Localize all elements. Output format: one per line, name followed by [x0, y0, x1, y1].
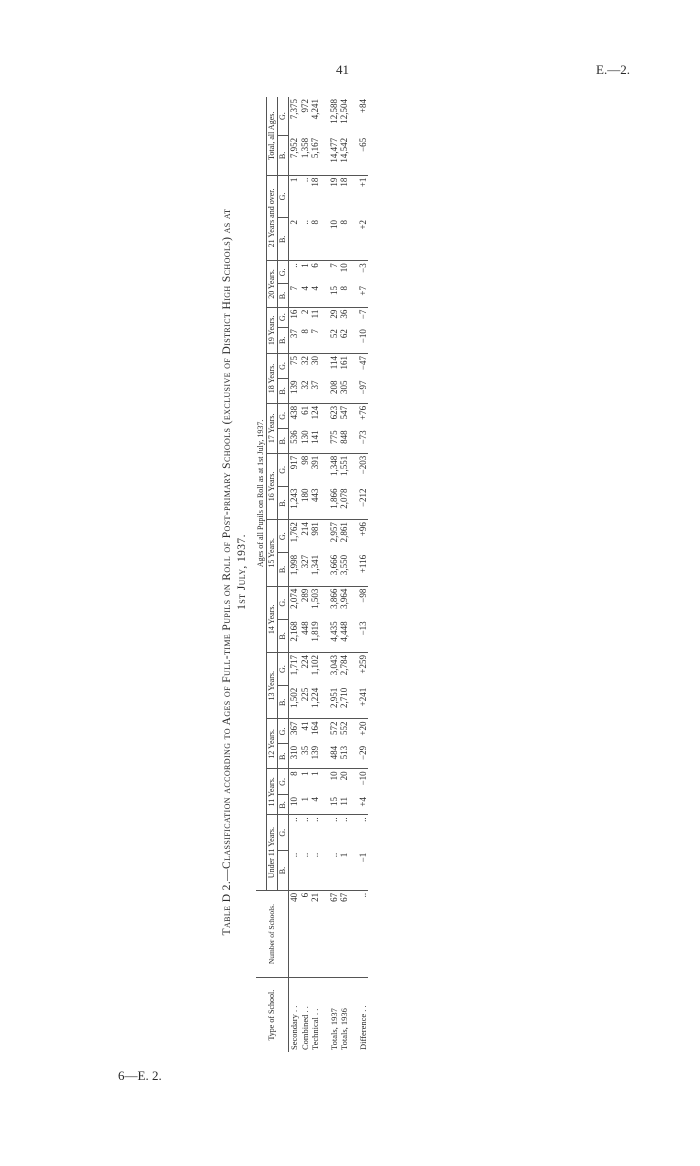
- table-cell: 448: [300, 619, 311, 652]
- table-cell: +84: [357, 99, 368, 114]
- table-cell: 2,710: [339, 686, 358, 719]
- table-cell: 1,551: [339, 455, 349, 476]
- table-cell: −203: [357, 455, 368, 475]
- table-cell: 12,504: [339, 99, 349, 124]
- table-cell: ..: [300, 851, 311, 891]
- age-group-header: 15 Years.: [267, 520, 278, 586]
- table-cell: −7: [357, 309, 368, 320]
- table-cell: 3,550: [339, 553, 358, 586]
- table-cell: 438: [289, 405, 299, 420]
- table-cell: 4: [300, 284, 311, 307]
- table-cell: 30: [310, 356, 320, 366]
- age-group-header: 13 Years.: [267, 653, 278, 719]
- table-cell: 32: [299, 356, 310, 366]
- table-cell: 141: [310, 428, 329, 453]
- table-cell: 1,998: [289, 553, 300, 586]
- table-cell: 20: [339, 771, 349, 781]
- girls-column-header: G.: [278, 261, 289, 284]
- table-cell: ..: [310, 817, 320, 822]
- table-cell: 124: [310, 405, 320, 420]
- school-count-cell: 67: [339, 890, 358, 978]
- table-cell: 4,448: [339, 619, 358, 652]
- table-cell: 32: [300, 378, 311, 403]
- table-cell: 327: [300, 553, 311, 586]
- table-cell: 552: [339, 721, 349, 735]
- table-cell: 1: [289, 177, 299, 183]
- table-cell: 15: [329, 795, 340, 815]
- age-group-header: Total, all Ages.: [267, 97, 278, 175]
- table-cell: 981: [310, 522, 320, 536]
- table-cell: 1: [299, 263, 310, 268]
- boys-column-header: B.: [278, 218, 289, 261]
- table-cell: 8: [300, 327, 311, 353]
- page-number: 41: [336, 62, 349, 77]
- table-cell: 15: [329, 284, 340, 307]
- girls-column-header: G.: [278, 175, 289, 218]
- table-cell: 114: [328, 356, 339, 370]
- table-cell: ..: [289, 851, 300, 891]
- table-cell: 1,224: [310, 686, 329, 719]
- age-group-header: 21 Years and over.: [267, 175, 278, 261]
- document-code: E.—2.: [596, 62, 630, 77]
- table-cell: 7,952: [289, 136, 300, 175]
- table-cell: 848: [339, 428, 358, 453]
- table-cell: 1,503: [310, 588, 320, 609]
- table-cell: 11: [339, 795, 358, 815]
- table-cell: +4: [358, 795, 369, 815]
- table-cell: 7: [310, 327, 329, 353]
- table-cell: 1,358: [300, 136, 311, 175]
- table-cell: 547: [339, 405, 349, 420]
- table-cell: +76: [357, 405, 368, 420]
- school-type-cell: Combined . .: [299, 1006, 310, 1050]
- table-cell: 62: [339, 327, 358, 353]
- table-cell: 3,043: [328, 655, 339, 676]
- table-cell: 1,341: [310, 553, 329, 586]
- table-cell: 61: [299, 405, 310, 415]
- table-cell: −29: [358, 744, 369, 769]
- girls-column-header: G.: [278, 403, 289, 428]
- table-cell: 52: [329, 327, 340, 353]
- table-cell: 35: [300, 744, 311, 769]
- table-cell: 1,866: [329, 486, 340, 519]
- table-cell: 164: [310, 721, 320, 735]
- table-cell: 1,502: [289, 686, 300, 719]
- girls-column-header: G.: [278, 815, 289, 851]
- table-cell: 139: [310, 744, 329, 769]
- boys-column-header: B.: [278, 136, 289, 175]
- table-cell: 3,666: [329, 553, 340, 586]
- ages-header: Ages of all Pupils on Roll as at 1st July, 1937.: [256, 97, 267, 890]
- school-count-cell: ..: [358, 890, 369, 978]
- table-cell: ..: [299, 817, 310, 822]
- boys-column-header: B.: [278, 619, 289, 652]
- table-cell: ..: [310, 851, 329, 891]
- table-cell: 572: [328, 721, 339, 735]
- table-row: [329, 97, 340, 1052]
- table-cell: 7,375: [289, 99, 299, 120]
- table-cell: 484: [329, 744, 340, 769]
- table-cell: 8: [339, 218, 358, 261]
- table-cell: 2,861: [339, 522, 349, 543]
- girls-column-header: G.: [278, 769, 289, 795]
- table-cell: 41: [299, 721, 310, 731]
- table-cell: −1: [358, 851, 369, 891]
- table-row: [358, 97, 369, 1052]
- table-cell: 305: [339, 378, 358, 403]
- table-row: [339, 97, 358, 1052]
- table-cell: 37: [310, 378, 329, 403]
- table-cell: +96: [357, 522, 368, 537]
- table-cell: 513: [339, 744, 358, 769]
- table-cell: 18: [339, 177, 349, 187]
- age-group-header: 17 Years.: [267, 403, 278, 453]
- table-cell: 130: [300, 428, 311, 453]
- footer-code: 6—E. 2.: [118, 1068, 162, 1083]
- table-cell: 1: [299, 771, 310, 776]
- table-title-line2: 1st July, 1937.: [236, 534, 248, 610]
- table-cell: 10: [289, 795, 300, 815]
- table-cell: −10: [357, 771, 368, 786]
- table-cell: −212: [358, 486, 369, 519]
- girls-column-header: G.: [278, 653, 289, 686]
- table-cell: 623: [328, 405, 339, 420]
- table-cell: 5,167: [310, 136, 329, 175]
- table-cell: ..: [329, 851, 340, 891]
- table-cell: 310: [289, 744, 300, 769]
- table-cell: ..: [289, 817, 299, 822]
- table-cell: 8: [310, 218, 329, 261]
- girls-column-header: G.: [278, 354, 289, 379]
- table-cell: 775: [329, 428, 340, 453]
- table-cell: 8: [289, 771, 299, 776]
- table-cell: 225: [300, 686, 311, 719]
- table-cell: ..: [299, 177, 310, 183]
- table-cell: +259: [357, 655, 368, 674]
- table-cell: 2,957: [328, 522, 339, 543]
- boys-column-header: B.: [278, 744, 289, 769]
- boys-column-header: B.: [278, 486, 289, 519]
- table-cell: ..: [289, 263, 299, 268]
- table-cell: 139: [289, 378, 300, 403]
- age-group-header: 18 Years.: [267, 354, 278, 404]
- table-cell: 1,348: [328, 455, 339, 476]
- table-cell: −73: [358, 428, 369, 453]
- table-cell: 224: [299, 655, 310, 669]
- boys-column-header: B.: [278, 795, 289, 815]
- table-cell: 1,762: [289, 522, 299, 543]
- table-cell: 6: [310, 263, 320, 268]
- table-cell: 1,243: [289, 486, 300, 519]
- girls-column-header: G.: [278, 97, 289, 136]
- table-cell: −47: [357, 356, 368, 371]
- boys-column-header: B.: [278, 327, 289, 353]
- table-cell: 4,435: [329, 619, 340, 652]
- table-cell: 7: [328, 263, 339, 268]
- table-cell: ..: [328, 817, 339, 822]
- age-group-header: Under 11 Years.: [267, 815, 278, 891]
- table-cell: 289: [299, 588, 310, 603]
- table-cell: 16: [289, 309, 299, 319]
- table-cell: 2: [289, 218, 300, 261]
- boys-column-header: B.: [278, 378, 289, 403]
- table-cell: 1,819: [310, 619, 329, 652]
- type-header: Type of School.: [256, 978, 289, 1052]
- table-cell: 4: [310, 284, 329, 307]
- table-cell: 14,477: [329, 136, 340, 175]
- table-cell: 8: [339, 284, 358, 307]
- school-type-cell: Technical . .: [310, 1008, 320, 1050]
- table-cell: −98: [357, 588, 368, 603]
- girls-column-header: G.: [278, 520, 289, 553]
- table-cell: 2,078: [339, 486, 358, 519]
- table-cell: 10: [329, 218, 340, 261]
- age-group-header: 12 Years.: [267, 719, 278, 769]
- table-cell: 37: [289, 327, 300, 353]
- age-classification-table: [256, 97, 368, 1052]
- table-cell: 1: [339, 851, 358, 891]
- table-cell: 161: [339, 356, 349, 370]
- table-cell: 10: [328, 771, 339, 781]
- table-cell: 3,964: [339, 588, 349, 609]
- table-cell: 2,784: [339, 655, 349, 676]
- age-group-header: 14 Years.: [267, 586, 278, 652]
- table-cell: 75: [289, 356, 299, 366]
- girls-column-header: G.: [278, 586, 289, 619]
- table-cell: 36: [339, 309, 349, 319]
- age-group-header: 20 Years.: [267, 261, 278, 307]
- boys-column-header: B.: [278, 851, 289, 891]
- table-cell: −13: [358, 619, 369, 652]
- table-cell: 18: [310, 177, 320, 187]
- table-cell: +1: [357, 177, 368, 188]
- number-header: Number of Schools.: [256, 890, 289, 978]
- table-cell: 29: [328, 309, 339, 319]
- table-cell: 1,717: [289, 655, 299, 676]
- table-cell: 14,542: [339, 136, 358, 175]
- table-cell: 972: [299, 99, 310, 113]
- table-cell: 1,102: [310, 655, 320, 676]
- table-row: [310, 97, 329, 1052]
- table-cell: 4,241: [310, 99, 320, 120]
- table-cell: 2,168: [289, 619, 300, 652]
- table-cell: +7: [358, 284, 369, 307]
- table-cell: +2: [358, 218, 369, 261]
- table-cell: 536: [289, 428, 300, 453]
- table-cell: 12,588: [328, 99, 339, 124]
- girls-column-header: G.: [278, 307, 289, 327]
- table-cell: 367: [289, 721, 299, 735]
- table-cell: 2: [299, 309, 310, 315]
- table-cell: 10: [339, 263, 349, 273]
- boys-column-header: B.: [278, 428, 289, 453]
- table-row: [289, 97, 300, 1052]
- table-cell: 2,074: [289, 588, 299, 609]
- table-row: [300, 97, 311, 1052]
- table-cell: 208: [329, 378, 340, 403]
- table-cell: ..: [339, 817, 349, 822]
- table-cell: 19: [328, 177, 339, 187]
- table-cell: ..: [357, 817, 368, 822]
- table-cell: 214: [299, 522, 310, 536]
- boys-column-header: B.: [278, 686, 289, 719]
- table-cell: 1: [310, 771, 320, 776]
- table-cell: −65: [358, 136, 369, 175]
- age-group-header: 11 Years.: [267, 769, 278, 815]
- school-type-cell: Secondary . .: [289, 1005, 299, 1050]
- boys-column-header: B.: [278, 284, 289, 307]
- table-cell: −97: [358, 378, 369, 403]
- table-cell: 11: [310, 309, 320, 319]
- table-cell: 180: [300, 486, 311, 519]
- school-count-cell: 21: [310, 890, 329, 978]
- table-cell: 917: [289, 455, 299, 470]
- table-title: [220, 92, 250, 1052]
- table-cell: +241: [358, 686, 369, 719]
- school-type-cell: Totals, 1937: [328, 1008, 339, 1050]
- table-title-line1: Table D 2.—Classification according to Ages of Full-time Pupils on Roll of Post-primary Schools (exclusive of District High Schools) as at: [221, 208, 233, 936]
- table-cell: +20: [357, 721, 368, 736]
- school-type-cell: Totals, 1936: [339, 1008, 349, 1050]
- boys-column-header: B.: [278, 553, 289, 586]
- table-cell: 98: [299, 455, 310, 465]
- table-cell: 4: [310, 795, 329, 815]
- girls-column-header: G.: [278, 719, 289, 744]
- girls-column-header: G.: [278, 453, 289, 486]
- school-count-cell: 67: [329, 890, 340, 978]
- table-cell: −10: [358, 327, 369, 353]
- table-cell: 443: [310, 486, 329, 519]
- rotated-table-block: [220, 92, 460, 1052]
- school-count-cell: 6: [300, 890, 311, 978]
- table-cell: +116: [358, 553, 369, 586]
- school-type-cell: Difference . .: [357, 1005, 368, 1050]
- table-cell: 2,951: [329, 686, 340, 719]
- table-cell: 1: [300, 795, 311, 815]
- age-group-header: 16 Years.: [267, 453, 278, 519]
- table-cell: ..: [300, 218, 311, 261]
- table-cell: 3,866: [328, 588, 339, 609]
- school-count-cell: 40: [289, 890, 300, 978]
- table-cell: −3: [357, 263, 368, 273]
- age-group-header: 19 Years.: [267, 307, 278, 353]
- table-cell: 391: [310, 455, 320, 470]
- table-cell: 7: [289, 284, 300, 307]
